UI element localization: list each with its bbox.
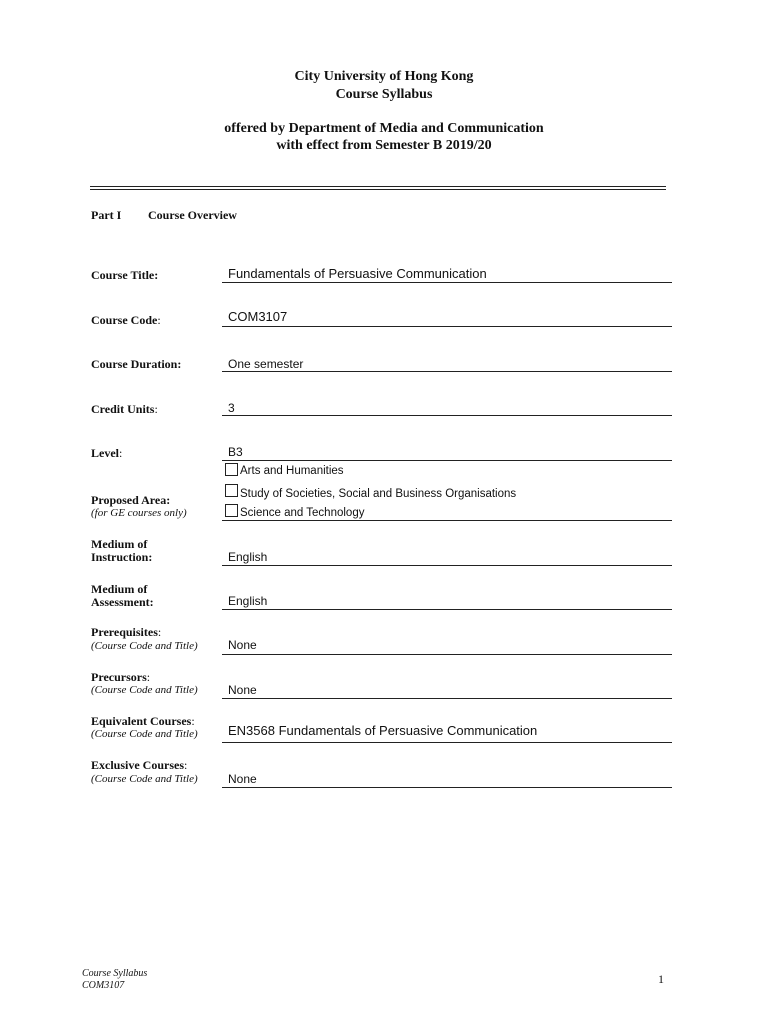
- medium-instruction-value: English: [228, 550, 268, 564]
- prerequisites-note: (Course Code and Title): [91, 640, 198, 652]
- area-checkbox-societies[interactable]: [225, 484, 238, 497]
- medium-assessment-value: English: [228, 594, 268, 608]
- effective-semester: with effect from Semester B 2019/20: [276, 138, 492, 153]
- medium-assessment-label-line2: Assessment:: [91, 595, 154, 609]
- area-option-societies: Study of Societies, Social and Business Organisations: [240, 488, 517, 500]
- medium-instruction-label-line2: Instruction:: [91, 550, 153, 564]
- area-option-arts: Arts and Humanities: [240, 465, 344, 477]
- part-title: Course Overview: [148, 208, 237, 222]
- proposed-area-underline: [222, 520, 672, 521]
- proposed-area-note: (for GE courses only): [91, 507, 187, 519]
- exclusive-courses-note: (Course Code and Title): [91, 773, 198, 785]
- level-value: B3: [228, 445, 243, 459]
- page-number: 1: [658, 972, 664, 986]
- course-code-value: COM3107: [228, 309, 288, 324]
- footer-doc-type: Course Syllabus: [82, 968, 148, 979]
- medium-assessment-label-line1: Medium of: [91, 582, 148, 596]
- level-label: Level:: [91, 446, 123, 460]
- area-checkbox-arts[interactable]: [225, 463, 238, 476]
- area-option-science: Science and Technology: [240, 507, 365, 519]
- prerequisites-label: Prerequisites:: [91, 625, 162, 639]
- department-line: offered by Department of Media and Communication: [224, 121, 544, 136]
- proposed-area-label: Proposed Area:: [91, 493, 171, 507]
- credit-units-underline: [222, 415, 672, 416]
- equivalent-courses-label: Equivalent Courses:: [91, 714, 195, 728]
- exclusive-courses-value: None: [228, 772, 257, 786]
- precursors-value: None: [228, 683, 257, 697]
- equivalent-courses-note: (Course Code and Title): [91, 728, 198, 740]
- area-checkbox-science[interactable]: [225, 504, 238, 517]
- course-code-underline: [222, 326, 672, 327]
- course-title-label: Course Title:: [91, 268, 159, 282]
- medium-assessment-underline: [222, 609, 672, 610]
- part-label: Part I: [91, 208, 122, 222]
- document-type: Course Syllabus: [335, 87, 433, 102]
- course-code-label: Course Code:: [91, 313, 161, 327]
- equivalent-courses-value: EN3568 Fundamentals of Persuasive Communication: [228, 723, 538, 738]
- university-name: City University of Hong Kong: [294, 69, 474, 84]
- precursors-label: Precursors:: [91, 670, 151, 684]
- medium-instruction-label-line1: Medium of: [91, 537, 148, 551]
- credit-units-value: 3: [228, 401, 235, 415]
- exclusive-courses-label: Exclusive Courses:: [91, 758, 188, 772]
- credit-units-label: Credit Units:: [91, 402, 158, 416]
- equivalent-courses-underline: [222, 742, 672, 743]
- level-underline: [222, 460, 672, 461]
- course-duration-value: One semester: [228, 357, 304, 371]
- prerequisites-value: None: [228, 638, 257, 652]
- course-duration-label: Course Duration:: [91, 357, 182, 371]
- exclusive-courses-underline: [222, 787, 672, 788]
- footer-course-code: COM3107: [82, 980, 125, 991]
- course-title-value: Fundamentals of Persuasive Communication: [228, 266, 487, 281]
- course-title-underline: [222, 282, 672, 283]
- precursors-note: (Course Code and Title): [91, 684, 198, 696]
- course-duration-underline: [222, 371, 672, 372]
- prerequisites-underline: [222, 654, 672, 655]
- medium-instruction-underline: [222, 565, 672, 566]
- precursors-underline: [222, 698, 672, 699]
